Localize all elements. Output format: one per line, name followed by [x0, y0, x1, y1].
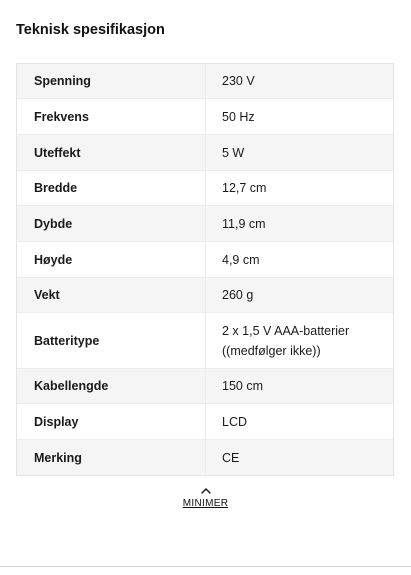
spec-label: Spenning [17, 64, 206, 98]
spec-value: LCD [222, 414, 248, 429]
spec-value: 50 Hz [222, 109, 255, 124]
spec-label: Vekt [17, 278, 206, 312]
section-title: Teknisk spesifikasjon [16, 22, 165, 38]
spec-table [16, 63, 394, 476]
spec-label: Batteritype [17, 313, 206, 368]
spec-row-batteritype [17, 313, 393, 369]
spec-row-kabellengde [17, 369, 393, 404]
spec-label: Frekvens [17, 99, 206, 134]
spec-label: Bredde [17, 171, 206, 205]
chevron-up-icon [201, 487, 211, 494]
spec-label: Merking [17, 440, 206, 475]
spec-value: 11,9 cm [222, 216, 266, 231]
minimize-button[interactable] [0, 487, 411, 509]
spec-value-line: ((medfølger ikke)) [222, 343, 321, 358]
bottom-divider [0, 566, 411, 567]
spec-row-merking [17, 440, 393, 475]
spec-label: Display [17, 404, 206, 439]
spec-value: 5 W [222, 145, 245, 160]
spec-row-spenning [17, 64, 393, 99]
spec-value [206, 313, 393, 368]
minimize-label[interactable]: MINIMER [182, 498, 229, 509]
spec-value: 4,9 cm [222, 252, 260, 267]
spec-row-dybde [17, 206, 393, 242]
spec-value-line: 2 x 1,5 V AAA-batterier [222, 323, 350, 338]
spec-row-vekt [17, 278, 393, 313]
spec-row-display [17, 404, 393, 440]
spec-row-frekvens [17, 99, 393, 135]
spec-value: 150 cm [222, 379, 263, 393]
spec-value: 12,7 cm [222, 181, 267, 195]
spec-label: Høyde [17, 242, 206, 277]
spec-row-uteffekt [17, 135, 393, 171]
spec-row-bredde [17, 171, 393, 206]
spec-label: Dybde [17, 206, 206, 241]
spec-row-hoyde [17, 242, 393, 278]
spec-value: 260 g [222, 288, 254, 302]
spec-label: Uteffekt [17, 135, 206, 170]
spec-label: Kabellengde [17, 369, 206, 403]
spec-value: CE [222, 450, 240, 465]
spec-value: 230 V [222, 74, 255, 88]
